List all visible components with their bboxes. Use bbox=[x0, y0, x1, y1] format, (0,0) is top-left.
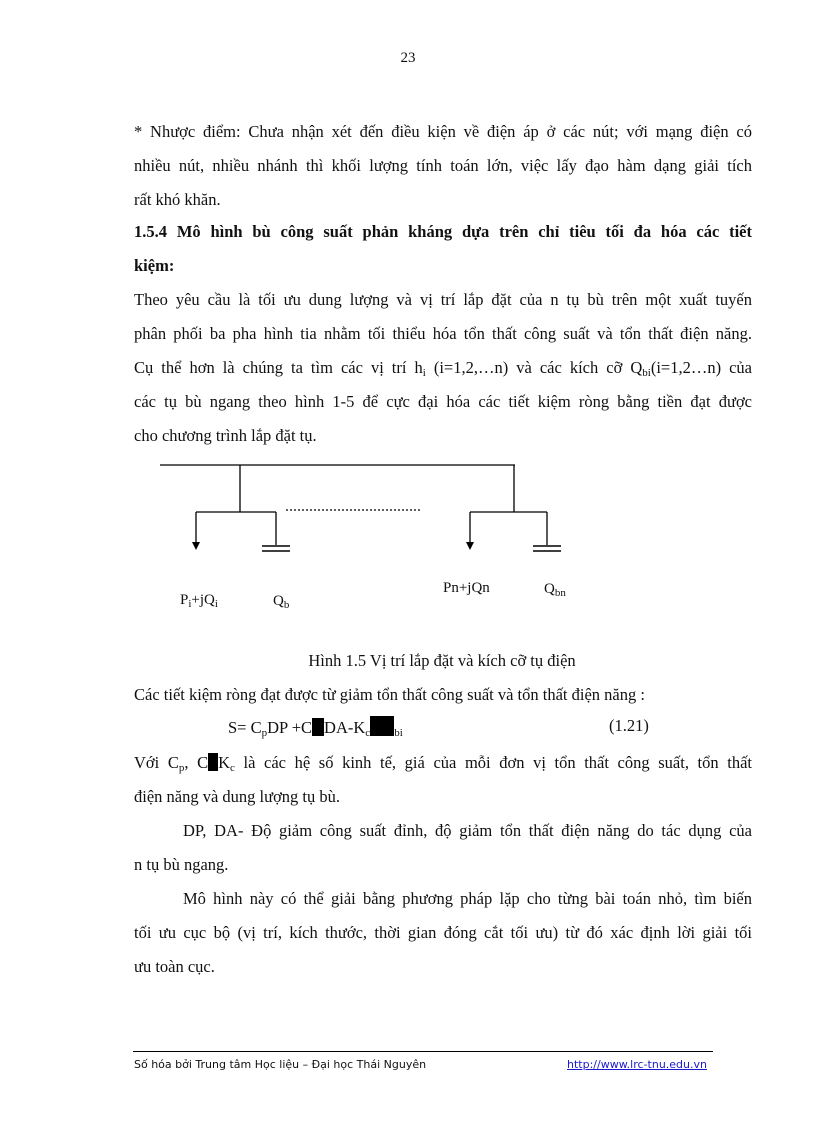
text-span: P bbox=[180, 592, 189, 608]
text-span: là các hệ số kinh tế, giá của mỗi đơn vị tổn thất công suất, tổn thất bbox=[234, 753, 752, 772]
cap-b-label bbox=[273, 593, 289, 610]
figure-caption: Hình 1.5 Vị trí lắp đặt và kích cỡ tụ điện bbox=[308, 651, 576, 670]
subscript: bn bbox=[554, 587, 566, 599]
drawback-line-2: nhiều nút, nhiều nhánh thì khối lượng tính toán lớn, việc lấy đạo hàm dạng giải tích bbox=[134, 156, 752, 175]
drawback-line-3: rất khó khăn. bbox=[134, 190, 221, 209]
subscript: i bbox=[422, 367, 426, 379]
text-span: , C bbox=[184, 753, 209, 772]
load-i-label bbox=[180, 592, 218, 609]
paragraph-1-line-1: Theo yêu cầu là tối ưu dung lượng và vị trí lắp đặt của n tụ bù trên một xuất tuyến bbox=[134, 290, 752, 309]
load-n-label: Pn+jQn bbox=[443, 580, 490, 596]
dp-da-line-1: DP, DA- Độ giảm công suất đỉnh, độ giảm tổn thất điện năng do tác dụng của bbox=[183, 821, 752, 840]
subscript: bi bbox=[394, 727, 403, 739]
text-span: DA-K bbox=[324, 718, 366, 737]
page-number: 23 bbox=[400, 50, 416, 66]
coefficients-line-2: điện năng và dung lượng tụ bù. bbox=[134, 787, 341, 806]
subscript: c bbox=[365, 727, 371, 739]
dp-da-line-2: n tụ bù ngang. bbox=[134, 855, 229, 874]
text-span: S= C bbox=[228, 718, 262, 737]
coefficients-line-1 bbox=[134, 753, 752, 773]
drawback-line-1: * Nhược điểm: Chưa nhận xét đến điều kiện về điện áp ở các nút; với mạng điện có bbox=[134, 122, 752, 141]
subscript: i bbox=[188, 598, 192, 610]
subscript: i bbox=[214, 598, 218, 610]
arrow-down-icon bbox=[192, 542, 200, 550]
subscript: bi bbox=[642, 367, 651, 379]
footer-credit: Số hóa bởi Trung tâm Học liệu – Đại học Thái Nguyên bbox=[134, 1058, 427, 1071]
subscript: b bbox=[283, 599, 290, 611]
section-heading: 1.5.4 Mô hình bù công suất phản kháng dựa trên chỉ tiêu tối đa hóa các tiết bbox=[134, 222, 752, 241]
section-heading-cont: kiệm: bbox=[134, 256, 175, 275]
text-span: Q bbox=[273, 593, 284, 609]
subscript: c bbox=[230, 762, 235, 774]
text-span: +jQ bbox=[191, 592, 215, 608]
text-span: Với C bbox=[134, 753, 179, 772]
cap-n-label bbox=[544, 581, 566, 598]
subscript: p bbox=[178, 762, 185, 774]
paragraph-1-line-5: cho chương trình lắp đặt tụ. bbox=[134, 426, 317, 445]
paragraph-1-line-2: phân phối ba pha hình tia nhằm tối thiểu hóa tổn thất công suất và tổn thất điện năng. bbox=[134, 324, 752, 343]
text-span: DP +C bbox=[267, 718, 313, 737]
equation-number: (1.21) bbox=[609, 716, 649, 735]
redaction-box bbox=[208, 753, 218, 771]
text-span: Cụ thể hơn là chúng ta tìm các vị trí h bbox=[134, 358, 423, 377]
equation-1-21 bbox=[228, 716, 403, 738]
arrow-down-icon bbox=[466, 542, 474, 550]
subscript: p bbox=[261, 727, 268, 739]
model-line-2: tối ưu cục bộ (vị trí, kích thước, thời gian đóng cắt tối ưu) từ đó xác định lời giải tối bbox=[134, 923, 752, 942]
footer-divider bbox=[133, 1051, 713, 1052]
text-span: K bbox=[218, 753, 231, 772]
text-span: Q bbox=[544, 581, 555, 597]
paragraph-1-line-4: các tụ bù ngang theo hình 1-5 để cực đại hóa các tiết kiệm ròng bằng tiền đạt được bbox=[134, 392, 752, 411]
text-span: (i=1,2…n) của bbox=[650, 358, 753, 377]
model-line-1: Mô hình này có thể giải bằng phương pháp lặp cho từng bài toán nhỏ, tìm biến bbox=[183, 889, 752, 908]
savings-intro: Các tiết kiệm ròng đạt được từ giảm tổn thất công suất và tổn thất điện năng : bbox=[134, 685, 645, 704]
footer-link[interactable]: http://www.lrc-tnu.edu.vn bbox=[567, 1058, 707, 1071]
text-span: (i=1,2,…n) và các kích cỡ Q bbox=[425, 358, 643, 377]
redaction-box bbox=[312, 718, 324, 736]
redaction-box bbox=[370, 716, 394, 736]
model-line-3: ưu toàn cục. bbox=[134, 957, 215, 976]
